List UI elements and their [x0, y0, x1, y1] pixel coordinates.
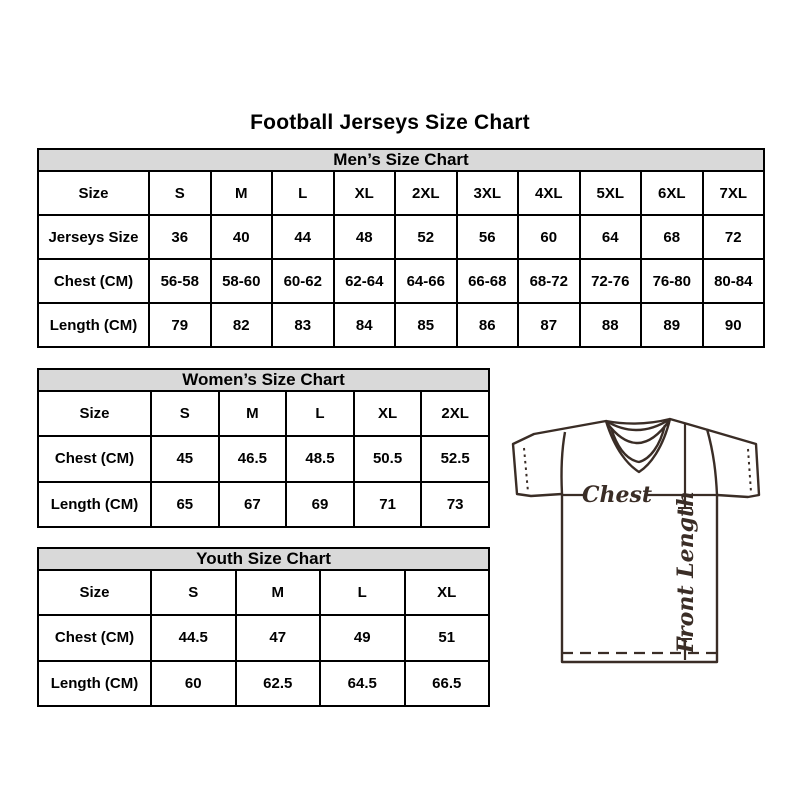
value-cell: 40 — [211, 215, 273, 259]
value-cell: 48.5 — [286, 436, 354, 481]
chest-label: Chest — [581, 482, 653, 508]
womens-size-table — [37, 368, 490, 528]
value-cell: S — [149, 171, 211, 215]
value-cell: 44 — [272, 215, 334, 259]
value-cell: 52 — [395, 215, 457, 259]
value-cell: 62-64 — [334, 259, 396, 303]
value-cell: 89 — [641, 303, 703, 347]
collar-back-line — [606, 419, 670, 424]
youth-size-table-grid — [37, 547, 490, 707]
table-row — [38, 570, 489, 615]
value-cell: 4XL — [518, 171, 580, 215]
table-row — [38, 436, 489, 481]
table-row — [38, 259, 764, 303]
value-cell: 87 — [518, 303, 580, 347]
mens-size-table-grid — [37, 148, 765, 348]
value-cell: S — [151, 570, 236, 615]
table-row — [38, 171, 764, 215]
value-cell: 7XL — [703, 171, 765, 215]
row-label-cell: Length (CM) — [38, 303, 149, 347]
value-cell: 82 — [211, 303, 273, 347]
row-label-cell: Length (CM) — [38, 661, 151, 706]
womens-table-header: Women’s Size Chart — [38, 369, 489, 391]
row-label-cell: Length (CM) — [38, 482, 151, 527]
value-cell: 72 — [703, 215, 765, 259]
jersey-outline-shape — [513, 419, 759, 662]
table-row — [38, 303, 764, 347]
value-cell: 52.5 — [421, 436, 489, 481]
value-cell: 47 — [236, 615, 321, 660]
value-cell: 80-84 — [703, 259, 765, 303]
value-cell: L — [272, 171, 334, 215]
value-cell: 90 — [703, 303, 765, 347]
table-row — [38, 482, 489, 527]
row-label-cell: Jerseys Size — [38, 215, 149, 259]
value-cell: 69 — [286, 482, 354, 527]
value-cell: 79 — [149, 303, 211, 347]
value-cell: S — [151, 391, 219, 436]
table-row — [38, 391, 489, 436]
value-cell: 84 — [334, 303, 396, 347]
value-cell: 64 — [580, 215, 642, 259]
row-label-cell: Chest (CM) — [38, 259, 149, 303]
value-cell: 64-66 — [395, 259, 457, 303]
value-cell: L — [286, 391, 354, 436]
value-cell: 46.5 — [219, 436, 287, 481]
value-cell: 68-72 — [518, 259, 580, 303]
value-cell: 68 — [641, 215, 703, 259]
value-cell: 2XL — [395, 171, 457, 215]
value-cell: M — [219, 391, 287, 436]
value-cell: 72-76 — [580, 259, 642, 303]
value-cell: 50.5 — [354, 436, 422, 481]
value-cell: 60 — [518, 215, 580, 259]
value-cell: 60 — [151, 661, 236, 706]
value-cell: 36 — [149, 215, 211, 259]
value-cell: 5XL — [580, 171, 642, 215]
jersey-measurement-diagram — [505, 398, 775, 670]
mens-size-table — [37, 148, 765, 348]
value-cell: 64.5 — [320, 661, 405, 706]
value-cell: 3XL — [457, 171, 519, 215]
value-cell: M — [236, 570, 321, 615]
value-cell: 49 — [320, 615, 405, 660]
value-cell: 58-60 — [211, 259, 273, 303]
value-cell: 83 — [272, 303, 334, 347]
value-cell: 66.5 — [405, 661, 490, 706]
value-cell: 67 — [219, 482, 287, 527]
row-label-cell: Size — [38, 570, 151, 615]
womens-size-table-grid — [37, 368, 490, 528]
value-cell: 56-58 — [149, 259, 211, 303]
value-cell: XL — [405, 570, 490, 615]
mens-table-header: Men’s Size Chart — [38, 149, 764, 171]
value-cell: M — [211, 171, 273, 215]
page-title: Football Jerseys Size Chart — [250, 111, 530, 135]
value-cell: 65 — [151, 482, 219, 527]
value-cell: 2XL — [421, 391, 489, 436]
value-cell: 56 — [457, 215, 519, 259]
youth-table-header: Youth Size Chart — [38, 548, 489, 570]
table-row — [38, 661, 489, 706]
value-cell: 66-68 — [457, 259, 519, 303]
value-cell: 45 — [151, 436, 219, 481]
table-row — [38, 215, 764, 259]
value-cell: 51 — [405, 615, 490, 660]
value-cell: 60-62 — [272, 259, 334, 303]
value-cell: XL — [334, 171, 396, 215]
row-label-cell: Chest (CM) — [38, 436, 151, 481]
youth-size-table — [37, 547, 490, 707]
value-cell: 71 — [354, 482, 422, 527]
value-cell: 86 — [457, 303, 519, 347]
value-cell: 88 — [580, 303, 642, 347]
value-cell: 6XL — [641, 171, 703, 215]
row-label-cell: Chest (CM) — [38, 615, 151, 660]
value-cell: XL — [354, 391, 422, 436]
front-length-label: Front Length — [673, 490, 699, 654]
value-cell: 44.5 — [151, 615, 236, 660]
value-cell: L — [320, 570, 405, 615]
value-cell: 85 — [395, 303, 457, 347]
value-cell: 48 — [334, 215, 396, 259]
row-label-cell: Size — [38, 171, 149, 215]
table-row — [38, 615, 489, 660]
value-cell: 76-80 — [641, 259, 703, 303]
value-cell: 73 — [421, 482, 489, 527]
row-label-cell: Size — [38, 391, 151, 436]
value-cell: 62.5 — [236, 661, 321, 706]
